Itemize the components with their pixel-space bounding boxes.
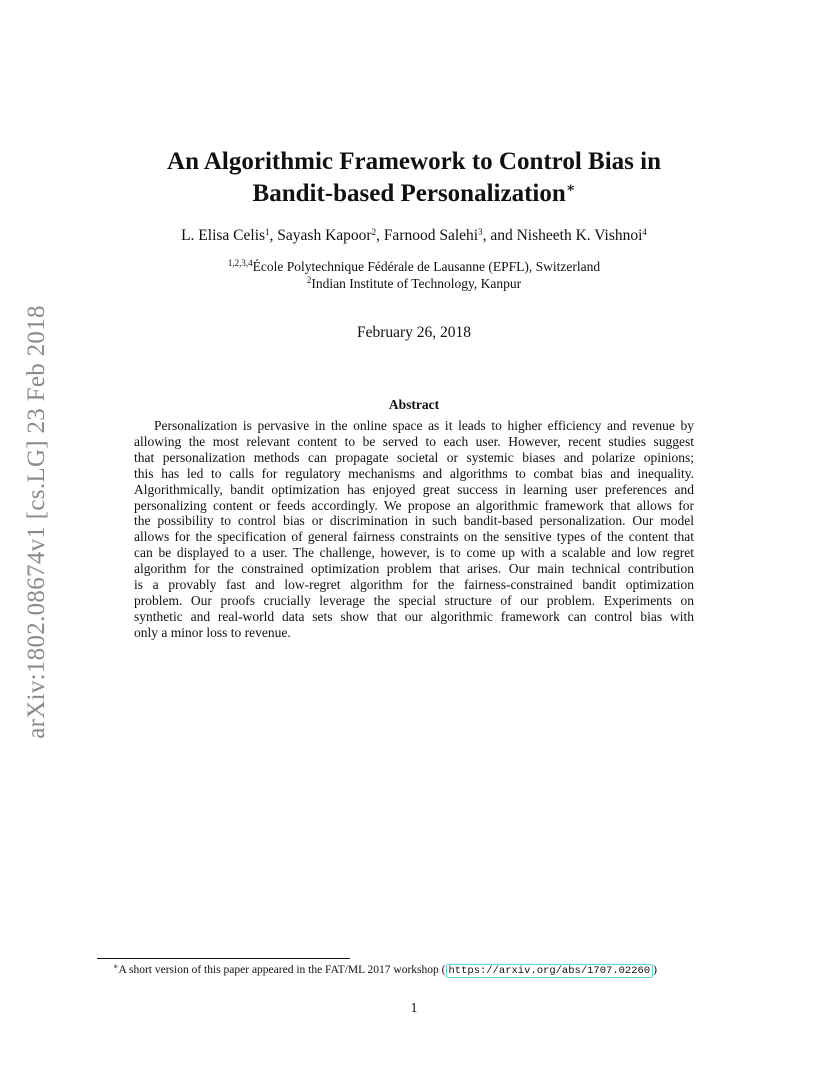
title-line-2: Bandit-based Personalization∗: [252, 180, 576, 207]
abstract-line: that personalization methods can propagate societal or systemic biases and polarize opinions;: [134, 449, 694, 465]
title-footnote-mark: ∗: [565, 181, 576, 196]
author-affiliation-mark: 3: [478, 227, 483, 237]
abstract-line: is a provably fast and low-regret algorithm for the fairness-constrained bandit optimization: [134, 577, 694, 593]
title-line-1: An Algorithmic Framework to Control Bias in: [167, 148, 661, 175]
abstract-line: synthetic and real-world data sets show that our algorithmic framework can control bias with: [134, 608, 694, 624]
footnote-divider: [97, 958, 350, 959]
abstract-line: can be displayed to a user. The challenge, however, is to come up with a scalable and low regret: [134, 545, 694, 561]
abstract-line: problem. Our proofs crucially leverage the special structure of our problem. Experiments on: [134, 592, 694, 608]
abstract-line: Algorithmically, bandit optimization has enjoyed great success in learning user preferences and: [134, 481, 694, 497]
publication-date: February 26, 2018: [356, 324, 472, 341]
affiliation-line: $^{1,2,3,4}$École Polytechnique Fédérale de Lausanne (EPFL), Switzerland: [227, 258, 601, 274]
abstract-line: allowing the most relevant content to be served to each user. However, recent studies suggest: [134, 433, 694, 449]
footnote-link[interactable]: https://arxiv.org/abs/1707.02260: [446, 964, 654, 978]
footnote-mark: ∗: [113, 962, 119, 971]
affiliation-line: $^2$Indian Institute of Technology, Kanpur: [306, 275, 522, 291]
abstract-line: this has led to calls for regulatory mechanisms and algorithms to combat bias and inequality.: [134, 465, 694, 481]
abstract-heading: Abstract: [388, 397, 440, 412]
author: Sayash Kapoor: [277, 227, 372, 244]
footnote: ∗A short version of this paper appeared in the FAT/ML 2017 workshop ( https://arxiv.org/abs/1707.02260 ): [113, 962, 657, 977]
author-affiliation-mark: 2: [371, 227, 377, 237]
author: Nisheeth K. Vishnoi: [516, 227, 643, 244]
abstract-line: algorithm for the constrained optimization problem that arises. Our main technical contribution: [134, 561, 694, 577]
arxiv-identifier: arXiv:1802.08674v1 [cs.LG] 23 Feb 2018: [23, 305, 50, 739]
page-number: 1: [410, 1001, 418, 1016]
abstract-line: allows for the specification of general fairness constraints on the sensitive types of the content that: [134, 529, 694, 545]
abstract-line: personalizing content or feeds accordingly. We propose an algorithmic framework that allows for: [134, 497, 694, 513]
footnote-text: A short version of this paper appeared in the FAT/ML 2017 workshop (: [118, 964, 446, 976]
author: L. Elisa Celis: [181, 227, 266, 244]
abstract-body: [134, 418, 694, 641]
abstract-line: Personalization is pervasive in the online space as it leads to higher efficiency and revenue by: [154, 418, 694, 433]
author: Farnood Salehi: [383, 227, 479, 244]
paper-title: [120, 146, 708, 210]
affiliations: [90, 258, 738, 292]
author-affiliation-mark: 1: [265, 227, 270, 237]
abstract-line: the possibility to control bias or discrimination in such bandit-based personalization. Our model: [134, 513, 694, 529]
author-affiliation-mark: 4: [642, 227, 647, 237]
abstract-line: only a minor loss to revenue.: [134, 624, 291, 640]
author-list: L. Elisa Celis$^1$, Sayash Kapoor$^2$, Farnood Salehi$^3$, and Nisheeth K. Vishnoi$^4$: [181, 227, 647, 244]
